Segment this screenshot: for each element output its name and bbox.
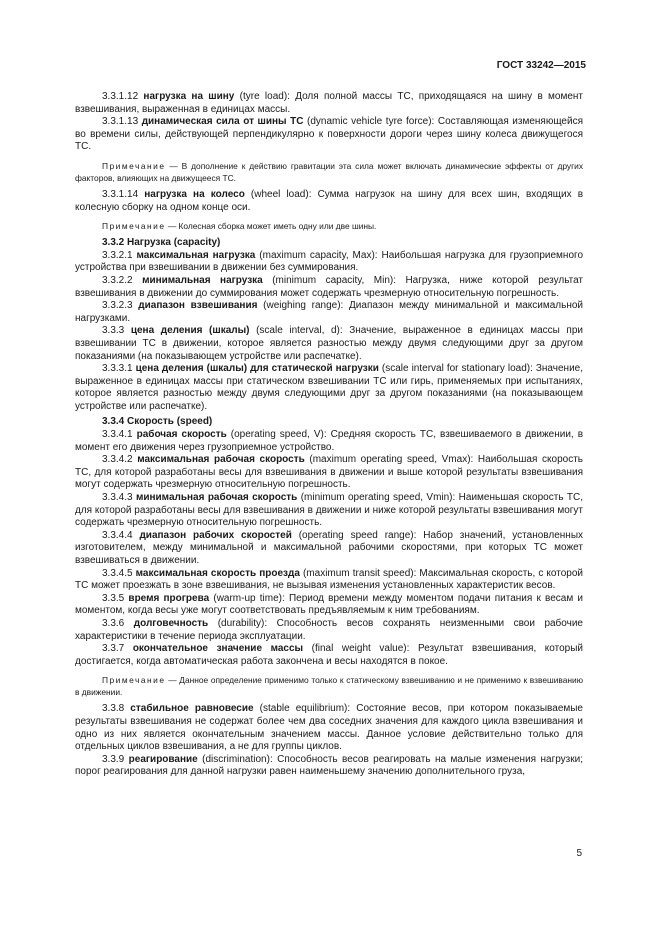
clause-number: 3.3.4.5 (102, 567, 136, 579)
defined-term: время прогрева (128, 592, 210, 604)
definition-text: (scale interval for stationary load): Значение, выраженное в единицах массы при статическом взвешивании ТС или гирь, применяемых при испытаниях, которое является разностью между двумя следующими друг за другом показаниями (на показывающем устройстве или распечатке). (75, 363, 583, 412)
definition-text: (warm-up time): Период времени между моментом подачи питания к весам и моментом, когда весы уже могут соответствовать предъявляемым к ним требованиям. (75, 592, 583, 617)
definition-paragraph (75, 593, 583, 618)
defined-term: максимальная рабочая скорость (137, 454, 305, 466)
defined-term: цена деления (шкалы) (130, 325, 250, 337)
definition-paragraph (75, 643, 583, 668)
clause-number: 3.3.1.12 (102, 91, 144, 102)
definition-text: (final weight value): Результат взвешивания, который достигается, когда автоматическая работа закончена и весы находятся в покое. (75, 643, 584, 667)
definition-text: (maximum capacity, Max): Наибольшая нагрузка для грузоприемного устройства при взвешивании в движении без суммирования. (75, 249, 584, 274)
clause-number: 3.3.1.13 (102, 116, 142, 128)
note-text: В дополнение к действию гравитации эта сила может включать динамические эффекты от других факторов, влияющих на движущееся ТС. (75, 160, 584, 183)
note-label: Примечание (102, 221, 166, 232)
defined-term: максимальная скорость проезда (135, 567, 300, 579)
clause-number: 3.3.2.1 (102, 249, 137, 261)
definition-text: (operating speed range): Набор значений, установленных изготовителем, между минимальной и максимальной рабочими скоростями, при которых ТС может взвешиваться в движении. (75, 529, 584, 566)
definition-paragraph (75, 189, 583, 214)
definition-paragraph (75, 363, 583, 413)
defined-term: диапазон рабочих скоростей (139, 529, 292, 541)
definition-text: (discrimination): Способность весов реагировать на малые изменения нагрузки; порог реагирования для данной нагрузки равен наименьшему значению дополнительного груза, (75, 753, 583, 778)
note-label: Примечание (102, 675, 166, 686)
section-heading (75, 416, 583, 429)
definition-text: (weighing range): Диапазон между минимальной и максимальной нагрузками. (75, 300, 584, 324)
definition-paragraph (75, 618, 583, 643)
definition-text: (minimum capacity, Min): Нагрузка, ниже которой результат взвешивания в движении до суммирования может содержать чрезмерную относительную погрешность. (75, 274, 584, 299)
note-dash: — (167, 221, 177, 232)
definition-text: (maximum transit speed): Максимальная скорость, с которой ТС может проезжать в зоне взвешивания, не вызывая изменения установленных характеристик весов. (75, 567, 583, 592)
definition-text: (operating speed, V): Средняя скорость ТС, взвешиваемого в движении, в момент его движения через грузоприемное устройство. (75, 429, 584, 453)
definition-paragraph (75, 568, 583, 593)
definition-paragraph (75, 91, 583, 116)
definition-paragraph (75, 454, 583, 492)
clause-number: 3.3.4.3 (102, 492, 136, 504)
definition-paragraph (75, 703, 583, 753)
defined-term: нагрузка на колесо (144, 188, 245, 200)
section-heading (75, 237, 583, 250)
defined-term: стабильное равновесие (130, 703, 254, 715)
clause-number: 3.3.2.2 (102, 274, 143, 286)
definition-paragraph (75, 325, 583, 363)
clause-number: 3.3.6 (102, 617, 134, 629)
note-text: Колесная сборка может иметь одну или две шины. (178, 221, 377, 232)
definition-text: (wheel load): Сумма нагрузок на шину для всех шин, входящих в колесную сборку на одном конце оси. (75, 188, 584, 213)
definition-text: (durability): Способность весов сохранять неизменными свои рабочие характеристики в течение периода эксплуатации. (75, 617, 583, 642)
definition-text: (stable equilibrium): Состояние весов, при котором показываемые результаты взвешивания не содержат более чем два соседних значения для каждого цикла взвешивания и одно из них является окончательным значением массы. Данное условие действительно только для отдельных циклов взвешивания, а не для группы циклов. (75, 703, 583, 753)
note-text: Данное определение применимо только к статическому взвешиванию и не применимо к взвешиванию в движении. (75, 675, 584, 698)
defined-term: долговечность (133, 617, 209, 629)
document-body (75, 91, 583, 779)
definition-paragraph (75, 429, 583, 454)
note-paragraph (75, 674, 583, 698)
defined-term: минимальная рабочая скорость (135, 492, 298, 504)
clause-number: 3.3.8 (102, 703, 131, 715)
defined-term: рабочая скорость (136, 429, 227, 441)
note-paragraph (75, 220, 583, 232)
definition-text: (minimum operating speed, Vmin): Наименьшая скорость ТС, для которой разработаны весы для взвешивания в движении и ниже которой результаты взвешивания могут содержать чрезмерную относительную погрешность. (75, 492, 583, 529)
clause-number: 3.3.5 (102, 592, 129, 604)
defined-term: цена деления (шкалы) для статической нагрузки (135, 363, 379, 375)
definition-text: (tyre load): Доля полной массы ТС, приходящаяся на шину в момент взвешивания, выраженная в единицах массы. (75, 91, 584, 115)
definition-text: (maximum operating speed, Vmax): Наибольшая скорость ТС, для которой разработаны весы для взвешивания в движении и выше которой результаты взвешивания могут содержать чрезмерную относительную погрешность. (75, 454, 583, 491)
defined-term: динамическая сила от шины ТС (141, 116, 304, 128)
defined-term: окончательное значение массы (132, 643, 304, 655)
clause-number: 3.3.4.1 (102, 429, 137, 441)
clause-number: 3.3.7 (102, 643, 133, 655)
defined-term: нагрузка на шину (143, 91, 235, 102)
definition-paragraph (75, 275, 583, 300)
definition-paragraph (75, 754, 583, 779)
definition-paragraph (75, 530, 583, 568)
clause-number: 3.3.3 (102, 325, 131, 337)
section-heading-text: 3.3.2 Нагрузка (capacity) (102, 237, 221, 249)
note-dash: — (168, 675, 177, 686)
clause-number: 3.3.4.4 (102, 529, 140, 541)
defined-term: минимальная нагрузка (142, 274, 263, 286)
definition-paragraph (75, 492, 583, 530)
section-heading-text: 3.3.4 Скорость (speed) (102, 416, 213, 428)
clause-number: 3.3.4.2 (102, 454, 138, 466)
note-dash: — (169, 160, 178, 171)
definition-paragraph (75, 250, 583, 275)
clause-number: 3.3.3.1 (102, 363, 136, 375)
defined-term: реагирование (128, 753, 198, 765)
note-paragraph (75, 160, 583, 184)
defined-term: максимальная нагрузка (136, 249, 256, 261)
standard-header: ГОСТ 33242—2015 (496, 60, 586, 71)
definition-paragraph (75, 300, 583, 325)
definition-text: (scale interval, d): Значение, выраженное в единицах массы при взвешивании ТС в движении, которое является разностью между двумя следующими друг за другом показаниями (на показывающем устройстве или распечатке). (75, 325, 583, 362)
clause-number: 3.3.1.14 (102, 188, 145, 200)
note-label: Примечание (102, 160, 166, 171)
clause-number: 3.3.2.3 (102, 300, 139, 312)
page-number: 5 (576, 848, 582, 859)
defined-term: диапазон взвешивания (138, 300, 258, 312)
definition-paragraph (75, 116, 583, 154)
clause-number: 3.3.9 (102, 753, 129, 765)
definition-text: (dynamic vehicle tyre force): Составляющая изменяющейся во времени силы, действующей перпендикулярно к поверхности дороги через шину колеса движущегося ТС. (75, 116, 583, 153)
